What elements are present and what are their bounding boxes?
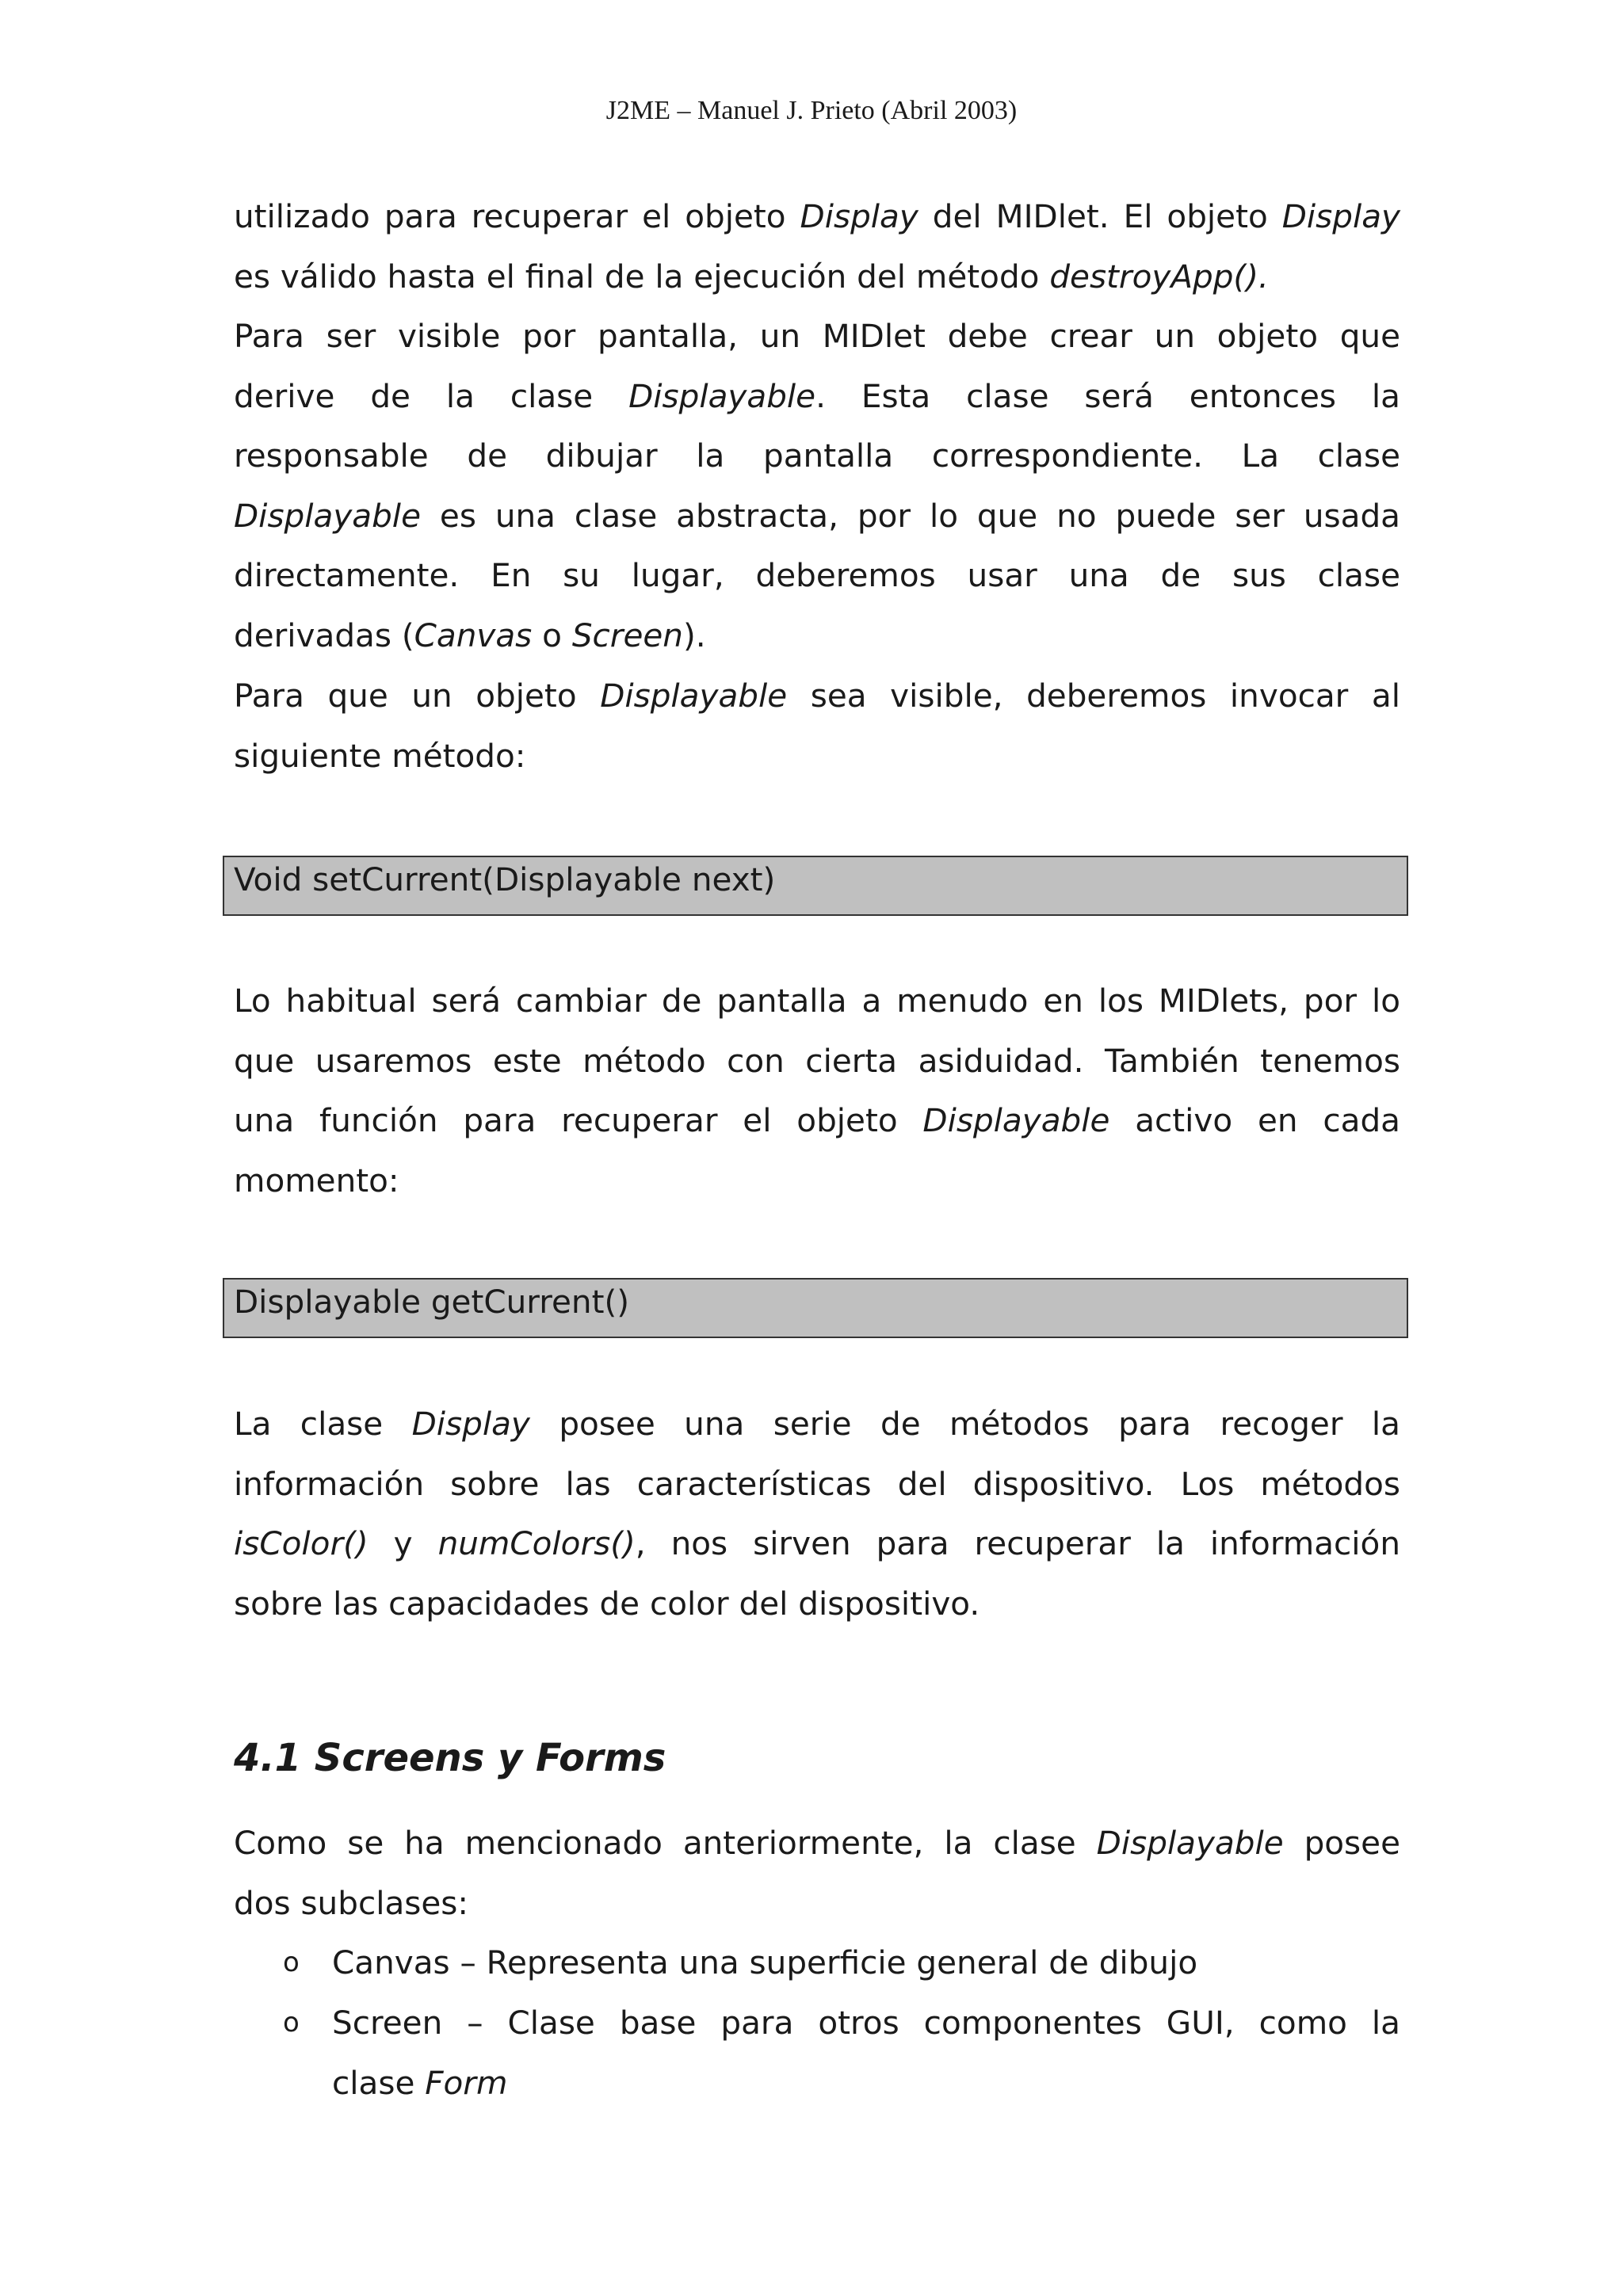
running-header: J2ME – Manuel J. Prieto (Abril 2003)	[605, 96, 1018, 125]
text-line	[234, 247, 1400, 307]
text-run: o	[532, 616, 572, 654]
text-run: activo en cada	[1109, 1101, 1400, 1140]
text-line	[234, 1814, 1400, 1874]
text-line: responsable de dibujar la pantalla correspondiente. La clase	[234, 437, 1400, 475]
italic-term: Displayable	[234, 496, 421, 535]
text-line	[234, 367, 1400, 427]
italic-term: Canvas	[414, 616, 533, 654]
text-run: Como se ha mencionado anteriormente, la clase	[234, 1824, 1097, 1862]
text-run: clase	[332, 2063, 426, 2102]
italic-term: Displayable	[922, 1101, 1110, 1140]
text-run: y	[368, 1524, 438, 1563]
text-run: posee una serie de métodos para recoger la	[529, 1405, 1400, 1443]
text-run: del MIDlet. El objeto	[918, 197, 1282, 235]
text-line: directamente. En su lugar, deberemos usar una de sus clase	[234, 556, 1400, 595]
text-line	[234, 486, 1400, 547]
text-line: información sobre las características del dispositivo. Los métodos	[234, 1464, 1400, 1503]
text-line	[332, 2054, 1400, 2114]
paragraph-display-object	[234, 187, 1400, 307]
italic-term: isColor()	[234, 1524, 369, 1563]
text-line: Screen – Clase base para otros componentes GUI, como la	[332, 2004, 1400, 2042]
paragraph-device-info	[234, 1394, 1400, 1634]
text-run: sea visible, deberemos invocar al	[787, 677, 1400, 715]
italic-term: destroyApp().	[1049, 257, 1269, 296]
paragraph-displayable-class	[234, 307, 1400, 666]
text-run: es una clase abstracta, por lo que no puede ser usada	[420, 496, 1400, 535]
text-run: derive de la clase	[234, 376, 629, 415]
text-line	[234, 1394, 1400, 1455]
italic-term: Screen	[571, 616, 683, 654]
paragraph-change-screen	[234, 971, 1400, 1211]
text-run: derivadas (	[234, 616, 414, 654]
list-item-text	[332, 1993, 1400, 2113]
italic-term: Display	[1281, 197, 1400, 235]
italic-term: numColors()	[437, 1524, 636, 1563]
paragraph-subclasses	[234, 1814, 1400, 1933]
text-line: dos subclases:	[234, 1883, 469, 1922]
list-item-text	[332, 1933, 1400, 1993]
text-run: ).	[682, 616, 706, 654]
text-line	[234, 666, 1400, 727]
bullet-marker: o	[283, 1947, 300, 1978]
text-run: es válido hasta el final de la ejecución del método	[234, 257, 1050, 296]
text-run: Para que un objeto	[234, 677, 601, 715]
text-line: Canvas – Representa una superficie general de dibujo	[332, 1943, 1198, 1981]
italic-term: Displayable	[1096, 1824, 1284, 1862]
text-run: una función para recuperar el objeto	[234, 1101, 923, 1140]
paragraph-set-visible	[234, 666, 1400, 786]
text-run: utilizado para recuperar el objeto	[234, 197, 800, 235]
italic-term: Displayable	[600, 677, 788, 715]
text-line: que usaremos este método con cierta asiduidad. También tenemos	[234, 1041, 1400, 1080]
bullet-marker: o	[283, 2007, 300, 2039]
text-line: sobre las capacidades de color del dispositivo.	[234, 1584, 980, 1623]
italic-term: Display	[411, 1405, 530, 1443]
text-line: siguiente método:	[234, 736, 526, 775]
text-line: Para ser visible por pantalla, un MIDlet debe crear un objeto que	[234, 317, 1400, 355]
text-line	[234, 1514, 1400, 1574]
italic-term: Form	[425, 2063, 508, 2102]
text-line	[234, 606, 1400, 666]
text-line	[234, 187, 1400, 247]
text-run: . Esta clase será entonces la	[815, 376, 1400, 415]
code-block-get-current: Displayable getCurrent()	[223, 1278, 1408, 1338]
text-line: momento:	[234, 1161, 399, 1199]
code-block-set-current: Void setCurrent(Displayable next)	[223, 856, 1408, 916]
text-line	[234, 1091, 1400, 1151]
text-run: La clase	[234, 1405, 412, 1443]
text-run: posee	[1283, 1824, 1400, 1862]
section-heading: 4.1 Screens y Forms	[234, 1736, 666, 1780]
italic-term: Displayable	[628, 376, 816, 415]
italic-term: Display	[800, 197, 918, 235]
text-run: , nos sirven para recuperar la información	[635, 1524, 1400, 1563]
text-line: Lo habitual será cambiar de pantalla a menudo en los MIDlets, por lo	[234, 982, 1400, 1020]
